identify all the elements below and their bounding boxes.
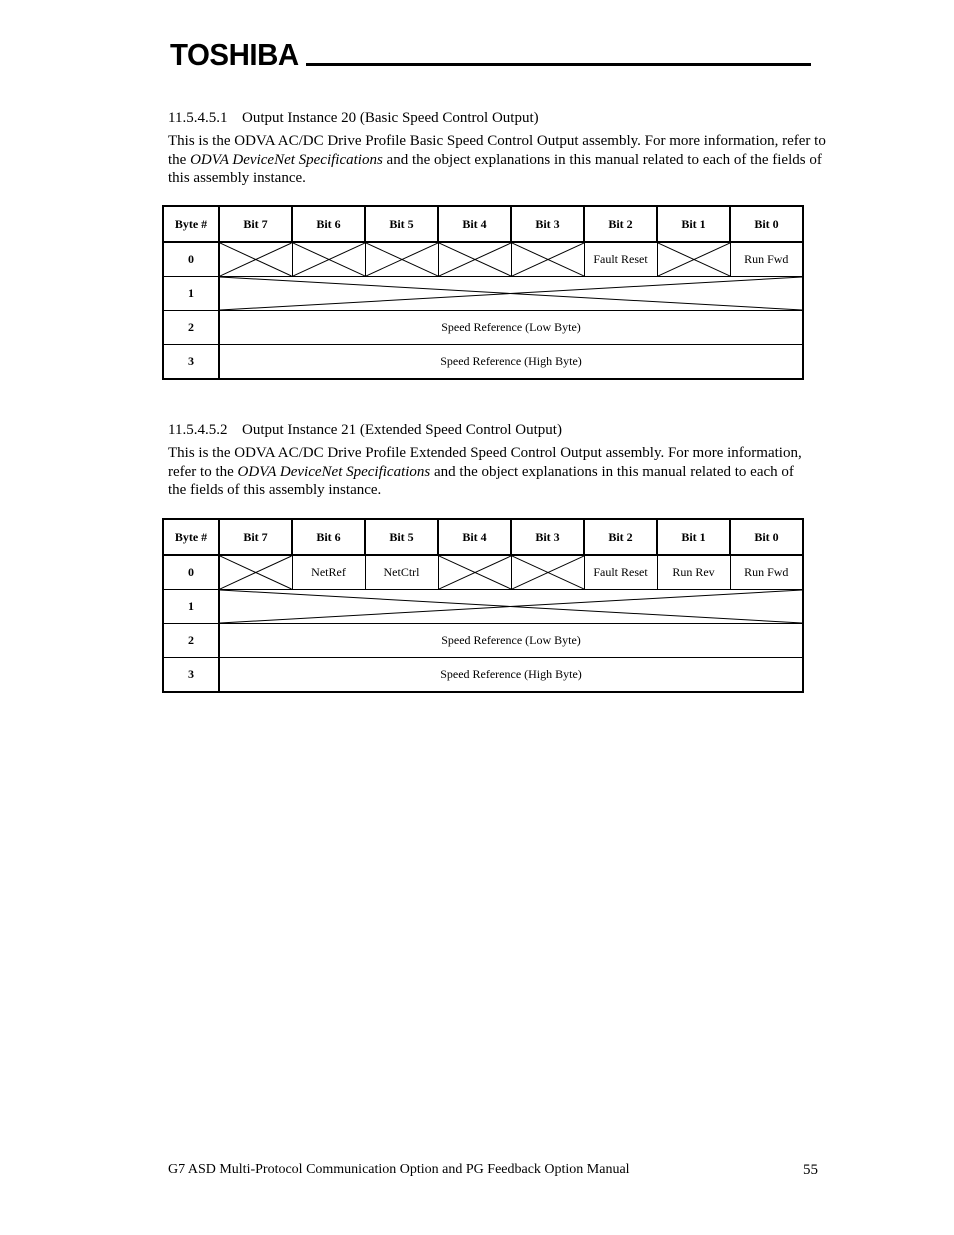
speed-reference-low: Speed Reference (Low Byte) xyxy=(219,311,803,345)
header-byte: Byte # xyxy=(163,519,219,555)
reserved-cell-x xyxy=(219,242,292,277)
reserved-cell-x xyxy=(511,242,584,277)
section-paragraph-instance-21 xyxy=(168,444,808,500)
instance-21-table xyxy=(162,518,804,693)
header-rule xyxy=(306,63,811,66)
header-bit-4: Bit 4 xyxy=(438,206,511,242)
byte-number: 2 xyxy=(163,624,219,658)
section-title: Output Instance 20 (Basic Speed Control Output) xyxy=(242,110,539,126)
bit-0-run-fwd: Run Fwd xyxy=(730,242,803,277)
byte-number: 3 xyxy=(163,345,219,380)
section-number: 11.5.4.5.1 xyxy=(168,110,228,126)
header-bit-1: Bit 1 xyxy=(657,206,730,242)
header-bit-6: Bit 6 xyxy=(292,519,365,555)
section-heading-instance-20 xyxy=(168,109,539,127)
header-bit-5: Bit 5 xyxy=(365,206,438,242)
footer-manual-title: G7 ASD Multi-Protocol Communication Option and PG Feedback Option Manual xyxy=(168,1162,630,1177)
reserved-byte-x xyxy=(219,277,803,311)
byte-number: 0 xyxy=(163,555,219,590)
header-bit-4: Bit 4 xyxy=(438,519,511,555)
reserved-cell-x xyxy=(438,242,511,277)
reserved-cell-x xyxy=(657,242,730,277)
header-bit-7: Bit 7 xyxy=(219,206,292,242)
header-bit-0: Bit 0 xyxy=(730,519,803,555)
paragraph-text: This is the ODVA AC/DC Drive Profile Extended Speed Control Output assembly. For more information, refer to the xyxy=(168,445,802,480)
paragraph-text: This is the ODVA AC/DC Drive Profile Basic Speed Control Output assembly. For more information, refer to the xyxy=(168,133,826,168)
paragraph-text: and the object explanations in this manual related to each of the fields of this assembly instance. xyxy=(168,463,794,498)
section-heading-instance-21 xyxy=(168,421,562,439)
header-bit-5: Bit 5 xyxy=(365,519,438,555)
reserved-byte-x xyxy=(219,590,803,624)
header-bit-2: Bit 2 xyxy=(584,206,657,242)
header-bit-3: Bit 3 xyxy=(511,206,584,242)
reserved-cell-x xyxy=(438,555,511,590)
table-row xyxy=(163,658,803,693)
section-number: 11.5.4.5.2 xyxy=(168,422,228,438)
header-bit-2: Bit 2 xyxy=(584,519,657,555)
toshiba-logo: TOSHIBA xyxy=(170,37,299,72)
spec-reference: ODVA DeviceNet Specifications xyxy=(237,463,431,480)
section-paragraph-instance-20 xyxy=(168,132,828,188)
header-byte: Byte # xyxy=(163,206,219,242)
header-bit-6: Bit 6 xyxy=(292,206,365,242)
byte-number: 1 xyxy=(163,277,219,311)
speed-reference-high: Speed Reference (High Byte) xyxy=(219,345,803,380)
table-row xyxy=(163,624,803,658)
reserved-cell-x xyxy=(219,555,292,590)
header-bit-3: Bit 3 xyxy=(511,519,584,555)
reserved-cell-x xyxy=(365,242,438,277)
table-row xyxy=(163,345,803,380)
speed-reference-high: Speed Reference (High Byte) xyxy=(219,658,803,693)
bit-5-netctrl: NetCtrl xyxy=(365,555,438,590)
paragraph-text: and the object explanations in this manual related to each of the fields of this assembly instance. xyxy=(168,151,822,186)
table-row xyxy=(163,555,803,590)
bit-0-run-fwd: Run Fwd xyxy=(730,555,803,590)
instance-20-table xyxy=(162,205,804,380)
header-bit-0: Bit 0 xyxy=(730,206,803,242)
reserved-cell-x xyxy=(511,555,584,590)
table-row xyxy=(163,277,803,311)
byte-number: 1 xyxy=(163,590,219,624)
bit-2-fault-reset: Fault Reset xyxy=(584,555,657,590)
speed-reference-low: Speed Reference (Low Byte) xyxy=(219,624,803,658)
page-number: 55 xyxy=(803,1162,818,1178)
table-header-row xyxy=(163,519,803,555)
spec-reference: ODVA DeviceNet Specifications xyxy=(190,151,383,168)
table-row xyxy=(163,590,803,624)
bit-2-fault-reset: Fault Reset xyxy=(584,242,657,277)
table-row xyxy=(163,242,803,277)
header-bit-1: Bit 1 xyxy=(657,519,730,555)
byte-number: 0 xyxy=(163,242,219,277)
byte-number: 3 xyxy=(163,658,219,693)
bit-6-netref: NetRef xyxy=(292,555,365,590)
header-bit-7: Bit 7 xyxy=(219,519,292,555)
table-row xyxy=(163,311,803,345)
byte-number: 2 xyxy=(163,311,219,345)
bit-1-run-rev: Run Rev xyxy=(657,555,730,590)
section-title: Output Instance 21 (Extended Speed Control Output) xyxy=(242,422,562,438)
reserved-cell-x xyxy=(292,242,365,277)
table-header-row xyxy=(163,206,803,242)
